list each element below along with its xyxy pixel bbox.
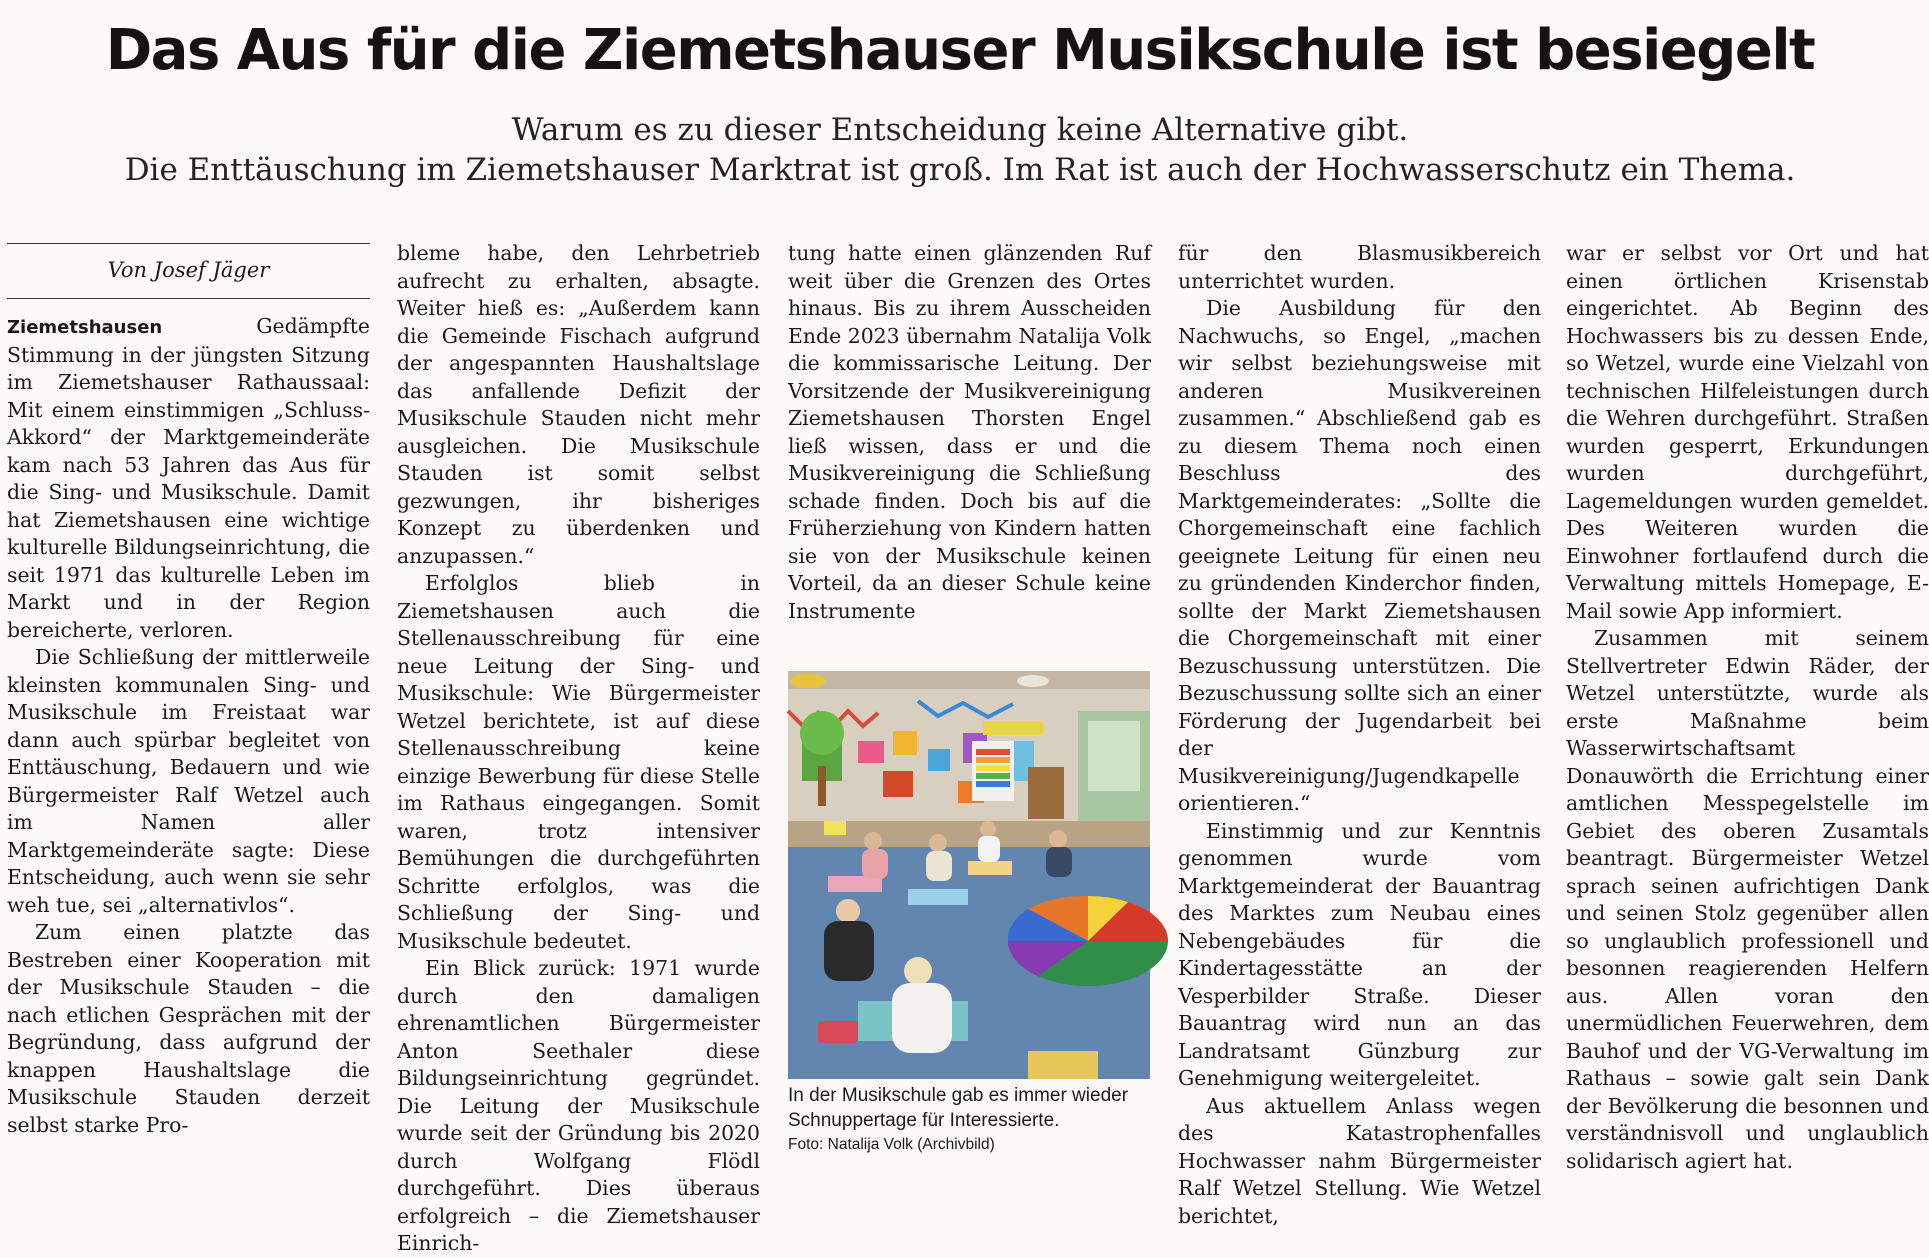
subheadline-line-2: Die Enttäuschung im Ziemetshauser Marktrat ist groß. Im Rat ist auch der Hochwasserschutz ein Thema.: [124, 152, 1796, 188]
paragraph: für den Blasmusikbereich unterrichtet wurden.: [1178, 241, 1541, 293]
paragraph: Zusammen mit seinem Stellvertreter Edwin Räder, der Wetzel unterstützte, wurde als erste Maßnahme beim Wasserwirtschaftsamt Donauwörth die Errichtung einer amtlichen Messpegelstelle im Gebiet des oberen Zusamtals beantragt. Bürgermeister Wetzel sprach seinen aufrichtigen Dank und seinen Stolz gegenüber allen so unglaublich professionell und besonnen reagierenden Helfern aus. Allen voran den unermüdlichen Feuerwehren, dem Bauhof und der VG-Verwaltung im Rathaus – sowie galt sein Dank der Bevölkerung die besonnen und verständnisvoll und unglaublich solidarisch agiert hat.: [1566, 626, 1929, 1173]
article-column-5: [1566, 240, 1929, 1173]
photo-caption: In der Musikschule gab es immer wieder Schnuppertage für Interessierte.: [788, 1085, 1129, 1131]
article-column-2: [397, 240, 760, 1255]
paragraph: bleme habe, den Lehrbetrieb aufrecht zu erhalten, absagte. Weiter hieß es: „Außerdem kann die Gemeinde Fischach aufgrund der angespannten Haushaltslage das anfallende Defizit der Musikschule Stauden nicht mehr ausgleichen. Die Musikschule Stauden ist somit selbst gezwungen, ihr bisheriges Konzept zu überdenken und anzupassen.“: [397, 241, 760, 568]
classroom-photo-illustration: [788, 671, 1150, 1079]
subheadline-line-1: Warum es zu dieser Entscheidung keine Alternative gibt.: [511, 112, 1409, 148]
paragraph: Ein Blick zurück: 1971 wurde durch den damaligen ehrenamtlichen Bürgermeister Anton Seethaler diese Bildungseinrichtung gegründet. Die Leitung der Musikschule wurde seit der Gründung bis 2020 durch Wolfgang Flödl durchgeführt. Dies überaus erfolgreich – die Ziemetshauser Einrich-: [397, 956, 760, 1255]
headline: Das Aus für die Ziemetshauser Musikschule ist besiegelt: [105, 18, 1815, 83]
paragraph: war er selbst vor Ort und hat einen örtlichen Krisenstab eingerichtet. Ab Beginn des Hochwassers bis zu dessen Ende, so Wetzel, wurde eine Vielzahl von technischen Hilfeleistungen durch die Wehren durchgeführt. Straßen wurden gesperrt, Erkundungen wurden durchgeführt, Lagemeldungen wurden gemeldet. Des Weiteren wurden die Einwohner fortlaufend durch die Verwaltung mittels Homepage, E-Mail sowie App informiert.: [1566, 241, 1929, 623]
byline: Von Josef Jäger: [7, 243, 370, 299]
paragraph: Einstimmig und zur Kenntnis genommen wurde vom Marktgemeinderat der Bauantrag des Marktes zum Neubau eines Nebengebäudes für die Kindertagesstätte an der Vesperbilder Straße. Dieser Bauantrag wird nun an das Landratsamt Günzburg zur Genehmigung weitergeleitet.: [1178, 818, 1541, 1090]
paragraph: Die Schließung der mittlerweile kleinsten kommunalen Sing- und Musikschule im Freistaat war dann auch spürbar begleitet von Enttäuschung, Bedauern und wie Bürgermeister Ralf Wetzel auch im Namen aller Marktgemeinderäte sagte: Diese Entscheidung, auch wenn sie sehr weh tue, sei „alternativlos“.: [7, 645, 370, 917]
paragraph: [7, 313, 370, 644]
subheadline: [0, 110, 1920, 190]
paragraph: Die Ausbildung für den Nachwuchs, so Engel, „machen wir selbst beziehungsweise mit anderen Musikvereinen zusammen.“ Abschließend gab es zu diesem Thema noch einen Beschluss des Marktgemeinderates: „Sollte die Chorgemeinschaft eine fachlich geeignete Leitung für einen neu zu gründenden Kinderchor finden, sollte der Markt Ziemetshausen die Chorgemeinschaft mit einer Bezuschussung unterstützen. Die Bezuschussung sollte sich an einer Förderung der Jugendarbeit bei der Musikvereinigung/Jugendkapelle orientieren.“: [1178, 296, 1541, 815]
article-photo: [788, 671, 1150, 1079]
article-column-4: [1178, 240, 1541, 1228]
dateline: Ziemetshausen: [7, 317, 163, 338]
paragraph: tung hatte einen glänzenden Ruf weit über die Grenzen des Ortes hinaus. Bis zu ihrem Ausscheiden Ende 2023 übernahm Natalija Volk die kommissarische Leitung. Der Vorsitzende der Musikvereinigung Ziemetshausen Thorsten Engel ließ wissen, dass er und die Musikvereinigung die Schließung schade finden. Doch bis auf die Früherziehung von Kindern hatten sie von der Musikschule keinen Vorteil, da an dieser Schule keine Instrumente: [788, 241, 1151, 623]
article-column-1: [7, 240, 370, 1137]
photo-credit: Foto: Natalija Volk (Archivbild): [788, 1136, 995, 1153]
paragraph: Aus aktuellem Anlass wegen des Katastrophenfalles Hochwasser nahm Bürgermeister Ralf Wetzel Stellung. Wie Wetzel berichtet,: [1178, 1093, 1541, 1228]
paragraph-text: Gedämpfte Stimmung in der jüngsten Sitzung im Ziemetshauser Rathaussaal: Mit einem einstimmigen „Schluss-Akkord“ der Marktgemeinderäte kam nach 53 Jahren das Aus für die Sing- und Musikschule. Damit hat Ziemetshausen eine wichtige kulturelle Bildungseinrichtung, die seit 1971 das kulturelle Leben im Markt und in der Region bereicherte, verloren.: [7, 314, 370, 642]
paragraph: Erfolglos blieb in Ziemetshausen auch die Stellenausschreibung für eine neue Leitung der Sing- und Musikschule: Wie Bürgermeister Wetzel berichtete, ist auf diese Stellenausschreibung keine einzige Bewerbung für diese Stelle im Rathaus eingegangen. Somit waren, trotz intensiver Bemühungen die durchgeführten Schritte erfolglos, was die Schließung der Sing- und Musikschule bedeutet.: [397, 571, 760, 953]
paragraph: Zum einen platzte das Bestreben einer Kooperation mit der Musikschule Stauden – die nach etlichen Gesprächen mit der Begründung, dass aufgrund der knappen Haushaltslage die Musikschule Stauden derzeit selbst starke Pro-: [7, 920, 370, 1137]
article-column-3: [788, 240, 1151, 1153]
